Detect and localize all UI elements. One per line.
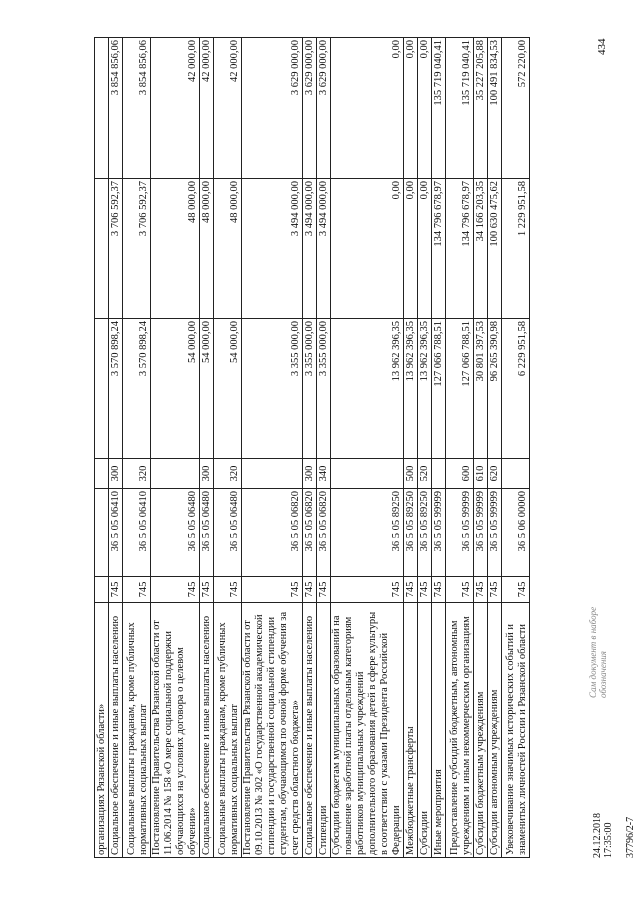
row-ministry: 745 — [242, 577, 303, 603]
row-name: Постановление Правительства Рязанской области от 11.06.2014 № 158 «О мере социальной поддержки обучающихся на условиях договора о целевом обучении» — [151, 603, 200, 858]
row-name: организациях Рязанской области» — [95, 603, 109, 858]
footer-datetime: 24.12.2018 17:35:00 — [592, 813, 614, 858]
row-code: 36 5 05 06820 — [317, 489, 331, 577]
row-value-2020: 100 630 475,62 — [488, 179, 502, 319]
row-value-2019: 13 962 396,35 — [404, 319, 418, 459]
table-row — [200, 38, 214, 858]
row-value-2020: 3 494 000,00 — [303, 179, 317, 319]
row-name: Социальное обеспечение и иные выплаты населению — [200, 603, 214, 858]
table-row — [404, 38, 418, 858]
row-value-2021: 3 854 856,06 — [109, 38, 123, 179]
row-code: 36 5 05 99999 — [474, 489, 488, 577]
row-ministry: 745 — [432, 577, 446, 603]
row-value-2019: 54 000,00 — [214, 319, 242, 459]
row-name: Социальное обеспечение и иные выплаты населению — [109, 603, 123, 858]
row-code: 36 5 05 99999 — [432, 489, 446, 577]
row-value-2021: 135 719 040,41 — [446, 38, 474, 179]
row-code: 36 5 05 89250 — [418, 489, 432, 577]
row-name: Постановление Правительства Рязанской области от 09.10.2013 № 302 «О государственной академической стипендии и государственной социальной стипендии студентам, обучающимся по очной форме обучения за счет средств областного бюджета» — [242, 603, 303, 858]
row-vr: 320 — [214, 459, 242, 489]
row-value-2021: 42 000,00 — [214, 38, 242, 179]
rotated-table-wrapper — [94, 38, 574, 858]
row-code: 36 5 05 06820 — [303, 489, 317, 577]
row-vr — [432, 459, 446, 489]
row-value-2019: 30 801 397,53 — [474, 319, 488, 459]
row-value-2021: 100 491 834,53 — [488, 38, 502, 179]
table-row — [109, 38, 123, 858]
row-value-2020: 48 000,00 — [151, 179, 200, 319]
row-ministry: 745 — [474, 577, 488, 603]
row-ministry: 745 — [303, 577, 317, 603]
row-name: Субсидии — [418, 603, 432, 858]
row-value-2019: 3 355 000,00 — [303, 319, 317, 459]
table-row — [303, 38, 317, 858]
row-value-2019: 54 000,00 — [151, 319, 200, 459]
row-value-2021: 0,00 — [418, 38, 432, 179]
footer-doc-code: 37796/2-7 — [625, 816, 636, 858]
row-value-2020: 3 494 000,00 — [317, 179, 331, 319]
row-name: Социальные выплаты гражданам, кроме публичных нормативных социальных выплат — [214, 603, 242, 858]
row-name: Увековечивание значимых исторических событий и знаменитых личностей России и Рязанской области — [502, 603, 530, 858]
table-row — [151, 38, 200, 858]
row-ministry: 745 — [404, 577, 418, 603]
row-value-2021: 35 227 205,88 — [474, 38, 488, 179]
row-name: Социальные выплаты гражданам, кроме публичных нормативных социальных выплат — [123, 603, 151, 858]
table-row — [331, 38, 404, 858]
row-code: 36 5 05 99999 — [446, 489, 474, 577]
row-code: 36 5 05 89250 — [404, 489, 418, 577]
row-value-2020: 1 229 951,58 — [502, 179, 530, 319]
row-vr: 610 — [474, 459, 488, 489]
row-ministry: 745 — [418, 577, 432, 603]
row-ministry: 745 — [109, 577, 123, 603]
row-value-2019: 127 066 788,51 — [446, 319, 474, 459]
row-value-2020: 3 706 592,37 — [123, 179, 151, 319]
row-vr: 500 — [404, 459, 418, 489]
row-value-2019: 3 355 000,00 — [317, 319, 331, 459]
row-value-2021: 0,00 — [404, 38, 418, 179]
row-value-2020: 48 000,00 — [214, 179, 242, 319]
row-value-2019: 54 000,00 — [200, 319, 214, 459]
row-vr: 620 — [488, 459, 502, 489]
row-value-2021: 0,00 — [331, 38, 404, 179]
row-vr — [331, 459, 404, 489]
row-code: 36 5 05 06820 — [242, 489, 303, 577]
row-value-2019: 3 570 898,24 — [109, 319, 123, 459]
row-value-2021: 3 854 856,06 — [123, 38, 151, 179]
row-ministry: 745 — [502, 577, 530, 603]
row-ministry: 745 — [200, 577, 214, 603]
row-value-2019: 96 265 390,98 — [488, 319, 502, 459]
row-name: Предоставление субсидий бюджетным, автономным учреждениям и иным некоммерческим организациям — [446, 603, 474, 858]
row-code: 36 5 05 99999 — [488, 489, 502, 577]
row-vr: 520 — [418, 459, 432, 489]
row-vr: 300 — [303, 459, 317, 489]
row-ministry: 745 — [331, 577, 404, 603]
row-vr — [95, 459, 109, 489]
table-row — [95, 38, 109, 858]
row-value-2020: 134 796 678,97 — [432, 179, 446, 319]
row-name: Социальное обеспечение и иные выплаты населению — [303, 603, 317, 858]
row-vr: 340 — [317, 459, 331, 489]
row-value-2020: 134 796 678,97 — [446, 179, 474, 319]
row-value-2021: 3 629 000,00 — [303, 38, 317, 179]
row-value-2020: 0,00 — [331, 179, 404, 319]
row-value-2019: 3 570 898,24 — [123, 319, 151, 459]
row-value-2021: 42 000,00 — [200, 38, 214, 179]
row-value-2020: 3 706 592,37 — [109, 179, 123, 319]
row-value-2021 — [95, 38, 109, 179]
row-value-2020: 34 166 203,35 — [474, 179, 488, 319]
row-vr — [502, 459, 530, 489]
row-value-2020: 0,00 — [418, 179, 432, 319]
row-value-2021: 135 719 040,41 — [432, 38, 446, 179]
table-row — [474, 38, 488, 858]
row-vr: 300 — [200, 459, 214, 489]
table-row — [317, 38, 331, 858]
row-code: 36 5 05 06480 — [200, 489, 214, 577]
row-name: Иные мероприятия — [432, 603, 446, 858]
table-row — [214, 38, 242, 858]
row-value-2021: 3 629 000,00 — [317, 38, 331, 179]
budget-table — [94, 37, 530, 858]
row-ministry — [95, 577, 109, 603]
row-ministry: 745 — [317, 577, 331, 603]
row-value-2021: 42 000,00 — [151, 38, 200, 179]
footer — [592, 810, 636, 858]
row-name: Субсидии бюджетным учреждениям — [474, 603, 488, 858]
row-vr: 320 — [123, 459, 151, 489]
row-code: 36 5 06 00000 — [502, 489, 530, 577]
row-code: 36 5 05 06410 — [109, 489, 123, 577]
row-value-2019: 3 355 000,00 — [242, 319, 303, 459]
row-value-2019: 13 962 396,35 — [418, 319, 432, 459]
table-row — [418, 38, 432, 858]
row-vr — [151, 459, 200, 489]
table-row — [446, 38, 474, 858]
row-code: 36 5 05 06480 — [214, 489, 242, 577]
row-value-2020 — [95, 179, 109, 319]
row-value-2020: 3 494 000,00 — [242, 179, 303, 319]
row-name: Стипендии — [317, 603, 331, 858]
table-row — [242, 38, 303, 858]
row-code: 36 5 05 06410 — [123, 489, 151, 577]
row-value-2019: 13 962 396,35 — [331, 319, 404, 459]
row-vr: 600 — [446, 459, 474, 489]
row-value-2019: 127 066 788,51 — [432, 319, 446, 459]
row-vr — [242, 459, 303, 489]
row-value-2021: 572 220,00 — [502, 38, 530, 179]
row-value-2021: 3 629 000,00 — [242, 38, 303, 179]
row-name: Межбюджетные трансферты — [404, 603, 418, 858]
row-value-2019 — [95, 319, 109, 459]
row-ministry: 745 — [123, 577, 151, 603]
row-value-2020: 48 000,00 — [200, 179, 214, 319]
budget-table-body — [95, 38, 530, 858]
table-row — [123, 38, 151, 858]
row-vr: 300 — [109, 459, 123, 489]
stamp: Сам документ в наборе обозначения — [588, 606, 608, 698]
row-code: 36 5 05 06480 — [151, 489, 200, 577]
row-code — [95, 489, 109, 577]
row-ministry: 745 — [488, 577, 502, 603]
row-name: Субсидии бюджетам муниципальных образований на повышение заработной платы отдельным категориям работников муниципальных учреждений дополнительного образования детей в сфере культуры в соответствии с указами Президента Российской Федерации — [331, 603, 404, 858]
row-value-2020: 0,00 — [404, 179, 418, 319]
row-code: 36 5 05 89250 — [331, 489, 404, 577]
table-row — [488, 38, 502, 858]
table-row — [432, 38, 446, 858]
page-number: 434 — [596, 38, 608, 55]
row-ministry: 745 — [446, 577, 474, 603]
row-ministry: 745 — [214, 577, 242, 603]
row-value-2019: 6 229 951,58 — [502, 319, 530, 459]
row-name: Субсидии автономным учреждениям — [488, 603, 502, 858]
row-ministry: 745 — [151, 577, 200, 603]
table-row — [502, 38, 530, 858]
